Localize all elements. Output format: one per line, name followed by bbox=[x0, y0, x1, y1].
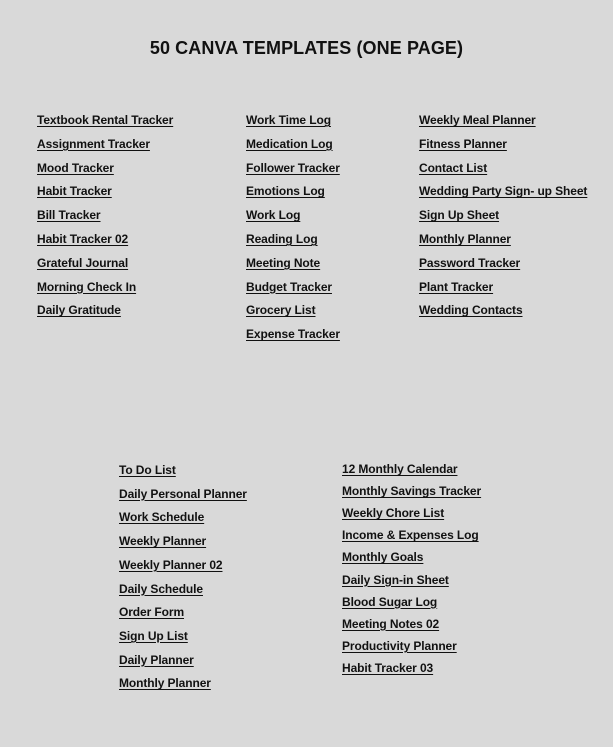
template-list-item bbox=[246, 182, 325, 200]
template-list-item bbox=[37, 159, 114, 177]
template-link[interactable]: Habit Tracker bbox=[37, 184, 112, 199]
template-list-item bbox=[342, 637, 457, 655]
template-link[interactable]: Monthly Planner bbox=[119, 676, 211, 691]
template-list-item bbox=[246, 254, 320, 272]
template-link[interactable]: Grocery List bbox=[246, 303, 316, 318]
template-list-item bbox=[119, 674, 211, 692]
template-link[interactable]: Sign Up Sheet bbox=[419, 208, 500, 223]
template-list-item bbox=[342, 526, 479, 544]
template-link[interactable]: Textbook Rental Tracker bbox=[37, 113, 174, 127]
template-list-item bbox=[37, 206, 101, 224]
template-link[interactable]: Emotions Log bbox=[246, 184, 325, 199]
template-list-item bbox=[342, 615, 439, 633]
template-list-item bbox=[246, 135, 333, 153]
template-link[interactable]: Grateful Journal bbox=[37, 255, 129, 270]
template-list-item bbox=[119, 461, 176, 479]
template-list-item bbox=[119, 627, 188, 645]
template-link[interactable]: Monthly Savings Tracker bbox=[342, 484, 482, 499]
template-list-item bbox=[119, 532, 206, 550]
template-link[interactable]: Assignment Tracker bbox=[37, 136, 150, 151]
template-list-item bbox=[37, 278, 136, 296]
template-link[interactable]: Order Form bbox=[119, 605, 185, 620]
template-list-item bbox=[246, 159, 340, 177]
template-link[interactable]: Weekly Planner bbox=[119, 534, 207, 549]
template-list-item bbox=[246, 111, 331, 129]
template-list-item bbox=[419, 206, 499, 224]
template-list-item bbox=[246, 301, 316, 319]
template-list-item bbox=[419, 135, 507, 153]
template-list-item bbox=[419, 111, 536, 129]
template-link[interactable]: Productivity Planner bbox=[342, 638, 457, 653]
template-list-item bbox=[419, 159, 487, 177]
template-list-item bbox=[419, 230, 511, 248]
template-list-item bbox=[37, 182, 112, 200]
template-list-item bbox=[342, 504, 444, 522]
template-list-item bbox=[419, 278, 493, 296]
template-link[interactable]: Weekly Meal Planner bbox=[419, 113, 536, 127]
template-link[interactable]: Habit Tracker 03 bbox=[342, 660, 434, 675]
template-link[interactable]: Expense Tracker bbox=[246, 327, 340, 342]
template-link[interactable]: Meeting Notes 02 bbox=[342, 616, 440, 631]
template-list-item bbox=[342, 659, 433, 677]
template-link[interactable]: Blood Sugar Log bbox=[342, 594, 438, 609]
template-link[interactable]: To Do List bbox=[119, 463, 176, 477]
template-link[interactable]: Weekly Chore List bbox=[342, 506, 445, 521]
template-list-item bbox=[342, 482, 481, 500]
template-list-item bbox=[342, 593, 437, 611]
template-link[interactable]: Wedding Party Sign- up Sheet bbox=[419, 184, 588, 199]
template-link[interactable]: Weekly Planner 02 bbox=[119, 557, 223, 572]
template-link[interactable]: Meeting Note bbox=[246, 255, 321, 270]
template-link[interactable]: Follower Tracker bbox=[246, 160, 340, 175]
template-list-item bbox=[419, 301, 523, 319]
template-link[interactable]: 12 Monthly Calendar bbox=[342, 462, 458, 476]
template-link[interactable]: Budget Tracker bbox=[246, 279, 332, 294]
template-link[interactable]: Fitness Planner bbox=[419, 136, 507, 151]
template-link[interactable]: Monthly Planner bbox=[419, 232, 511, 246]
template-link[interactable]: Daily Sign-in Sheet bbox=[342, 572, 449, 587]
template-list-item bbox=[37, 301, 121, 319]
template-list-item bbox=[419, 254, 520, 272]
template-link[interactable]: Mood Tracker bbox=[37, 160, 114, 175]
template-list-item bbox=[37, 230, 128, 248]
template-link[interactable]: Income & Expenses Log bbox=[342, 528, 479, 543]
template-list-item bbox=[119, 603, 184, 621]
template-link[interactable]: Contact List bbox=[419, 160, 488, 175]
template-list-item bbox=[246, 206, 300, 224]
template-link[interactable]: Work Schedule bbox=[119, 510, 205, 525]
template-link[interactable]: Daily Personal Planner bbox=[119, 486, 247, 501]
template-link[interactable]: Reading Log bbox=[246, 232, 318, 246]
template-list-item bbox=[119, 556, 222, 574]
template-link[interactable]: Bill Tracker bbox=[37, 208, 101, 223]
template-list-item bbox=[342, 460, 457, 478]
template-list-item bbox=[119, 580, 203, 598]
template-link[interactable]: Daily Schedule bbox=[119, 581, 203, 596]
template-list-item bbox=[37, 111, 173, 129]
template-list-item bbox=[119, 485, 247, 503]
template-link[interactable]: Morning Check In bbox=[37, 279, 137, 294]
template-link[interactable]: Daily Planner bbox=[119, 652, 194, 667]
template-list-item bbox=[342, 548, 423, 566]
template-link[interactable]: Plant Tracker bbox=[419, 279, 494, 294]
template-list-item bbox=[119, 651, 194, 669]
template-list-item bbox=[37, 254, 128, 272]
template-list-item bbox=[246, 278, 332, 296]
page-title: 50 CANVA TEMPLATES (ONE PAGE) bbox=[149, 38, 464, 58]
template-link[interactable]: Daily Gratitude bbox=[37, 303, 121, 318]
template-list-item bbox=[37, 135, 150, 153]
template-list-item bbox=[342, 571, 449, 589]
template-link[interactable]: Monthly Goals bbox=[342, 550, 424, 565]
template-link[interactable]: Password Tracker bbox=[419, 255, 521, 270]
template-link[interactable]: Wedding Contacts bbox=[419, 303, 523, 318]
template-list-item bbox=[419, 182, 587, 200]
template-link[interactable]: Sign Up List bbox=[119, 628, 188, 643]
template-link[interactable]: Habit Tracker 02 bbox=[37, 232, 129, 246]
template-link[interactable]: Work Log bbox=[246, 208, 301, 223]
template-list-item bbox=[119, 508, 204, 526]
template-link[interactable]: Work Time Log bbox=[246, 113, 331, 127]
template-list-item bbox=[246, 325, 340, 343]
template-link[interactable]: Medication Log bbox=[246, 136, 333, 151]
template-list-item bbox=[246, 230, 318, 248]
